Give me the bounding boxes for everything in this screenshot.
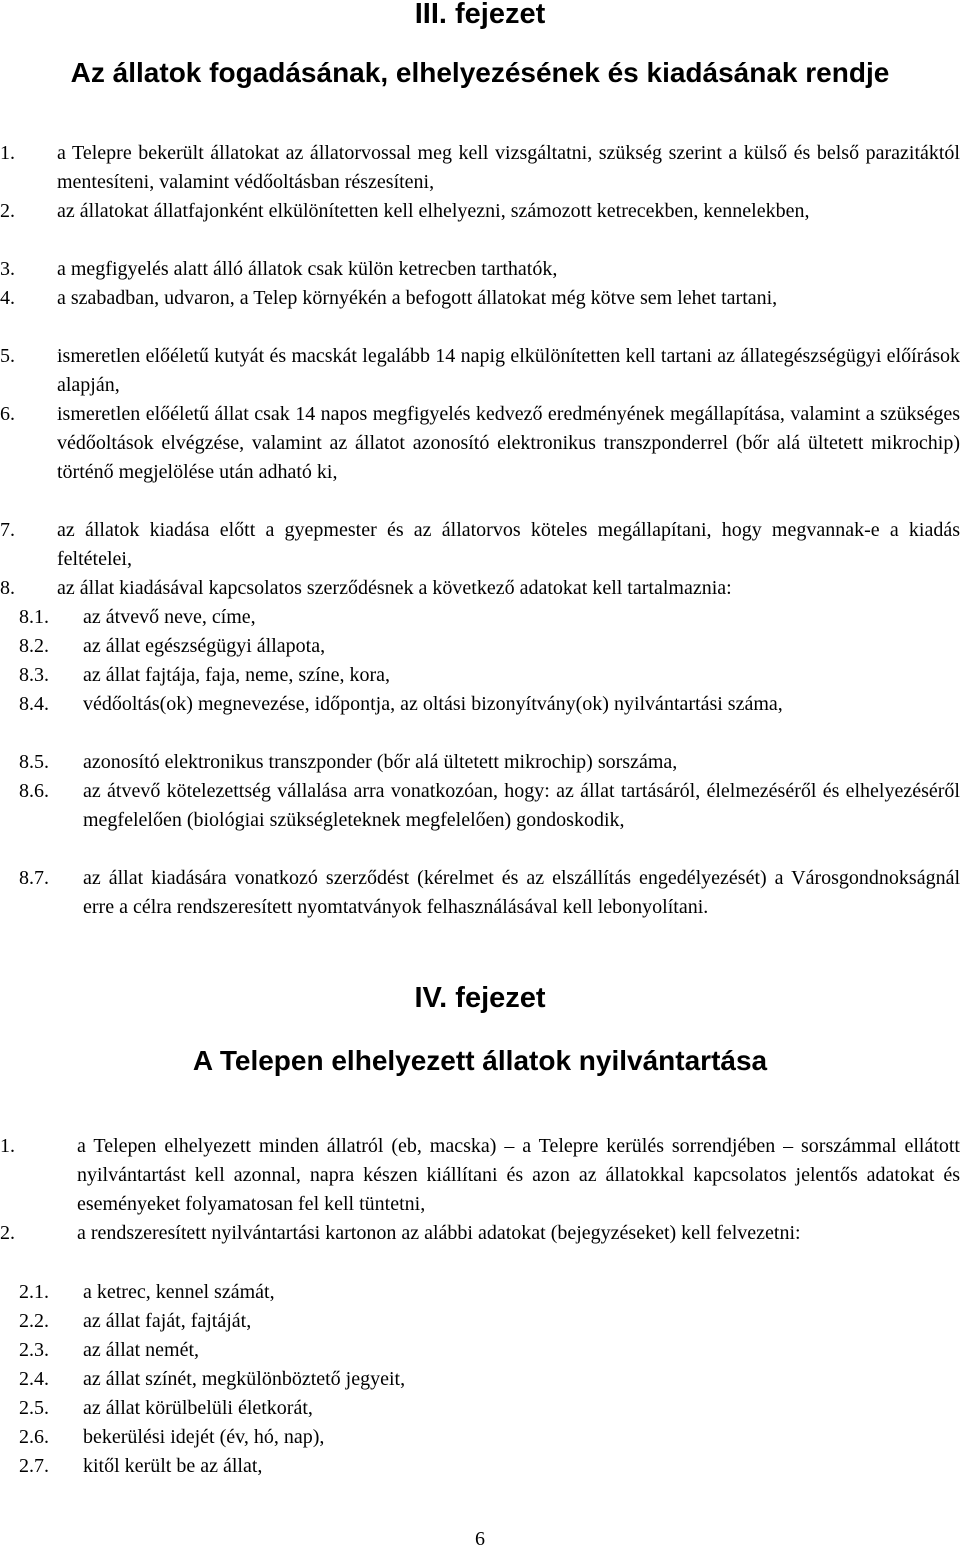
chapter-4-heading: IV. fejezet xyxy=(414,982,546,1014)
chapter-4-title: A Telepen elhelyezett állatok nyilvántartása xyxy=(192,1045,768,1076)
page-number: 6 xyxy=(475,1528,485,1550)
chapter-3-title: Az állatok fogadásának, elhelyezésének és kiadásának rendje xyxy=(70,57,890,88)
chapter-3-heading: III. fejezet xyxy=(414,0,546,30)
document-page: III. fejezet Az állatok fogadásának, elhelyezésének és kiadásának rendje 1. a Telepre bekerült állatokat az állatorvossal meg kell vizsgáltatni, szükség szerint a külső és belső parazitáktól mentesíteni, valamint védőoltásban részesíteni, 2. az állatokat állatfajonként elkülönítetten kell elhelyezni, számozott ketrecekben, kennelekben, 3. a megfigyelés alatt álló állatok csak külön ketrecben tarthatók, 4. a szabadban, udvaron, a Telep környékén a befogott állatokat még kötve sem lehet tartani, 5. ismeretlen előéletű kutyát és macskát legalább 14 napig elkülönítetten kell tartani az állategészségügyi előírások alapján, 6. ismeretlen előéletű állat csak 14 napos megfigyelés kedvező eredményének megállapítása, valamint a szükséges védőoltások elvégzése, valamint az állatot azonosító elektronikus transzponderrel (bőr alá ültetett mikrochip) történő megjelölése után adható ki, 7. az állatok kiadása előtt a gyepmester és az állatorvos köteles megállapítani, hogy megvannak-e a kiadás feltételei, 8. az állat kiadásával kapcsolatos szerződésnek a következő adatokat kell tartalmaznia: 8.1. az átvevő neve, címe, 8.2. az állat egészségügyi állapota, 8.3. az állat fajtája, faja, neme, színe, kora, 8.4. védőoltás(ok) megnevezése, időpontja, az oltási bizonyítvány(ok) nyilvántartási száma, 8.5. azonosító elektronikus transzponder (bőr alá ültetett mikrochip) sorszáma, 8.6. az átvevő kötelezettség vállalása arra vonatkozóan, hogy: az állat tartásáról, élelmezéséről és elhelyezéséről megfelelően (biológiai szükségleteknek megfelelően) gondoskodik, 8.7. az állat kiadására vonatkozó szerződést (kérelmet és az elszállítás engedélyezését) a Városgondnokságnál erre a célra rendszeresített nyomtatványok felhasználásával kell lebonyolítani. IV. fejezet A Telepen elhelyezett állatok nyilvántartása 1. a Telepen elhelyezett minden állatról (eb, macska) – a Telepre kerülés sorrendjében – sorszámmal ellátott nyilvántartást kell azonnal, napra készen kiállítani és azon az állatokkal kapcsolatos jelentős adatokat és eseményeket folyamatosan fel kell tüntetni, 2. a rendszeresített nyilvántartási kartonon az alábbi adatokat (bejegyzéseket) kell felvezetni: 2.1. a ketrec, kennel számát, 2.2. az állat faját, fajtáját, 2.3. az állat nemét, 2.4. az állat színét, megkülönböztető jegyeit, 2.5. az állat körülbelüli életkorát, 2.6. bekerülési idejét (év, hó, nap), 2.7. kitől került be az állat, 6 xyxy=(0,0,960,1550)
